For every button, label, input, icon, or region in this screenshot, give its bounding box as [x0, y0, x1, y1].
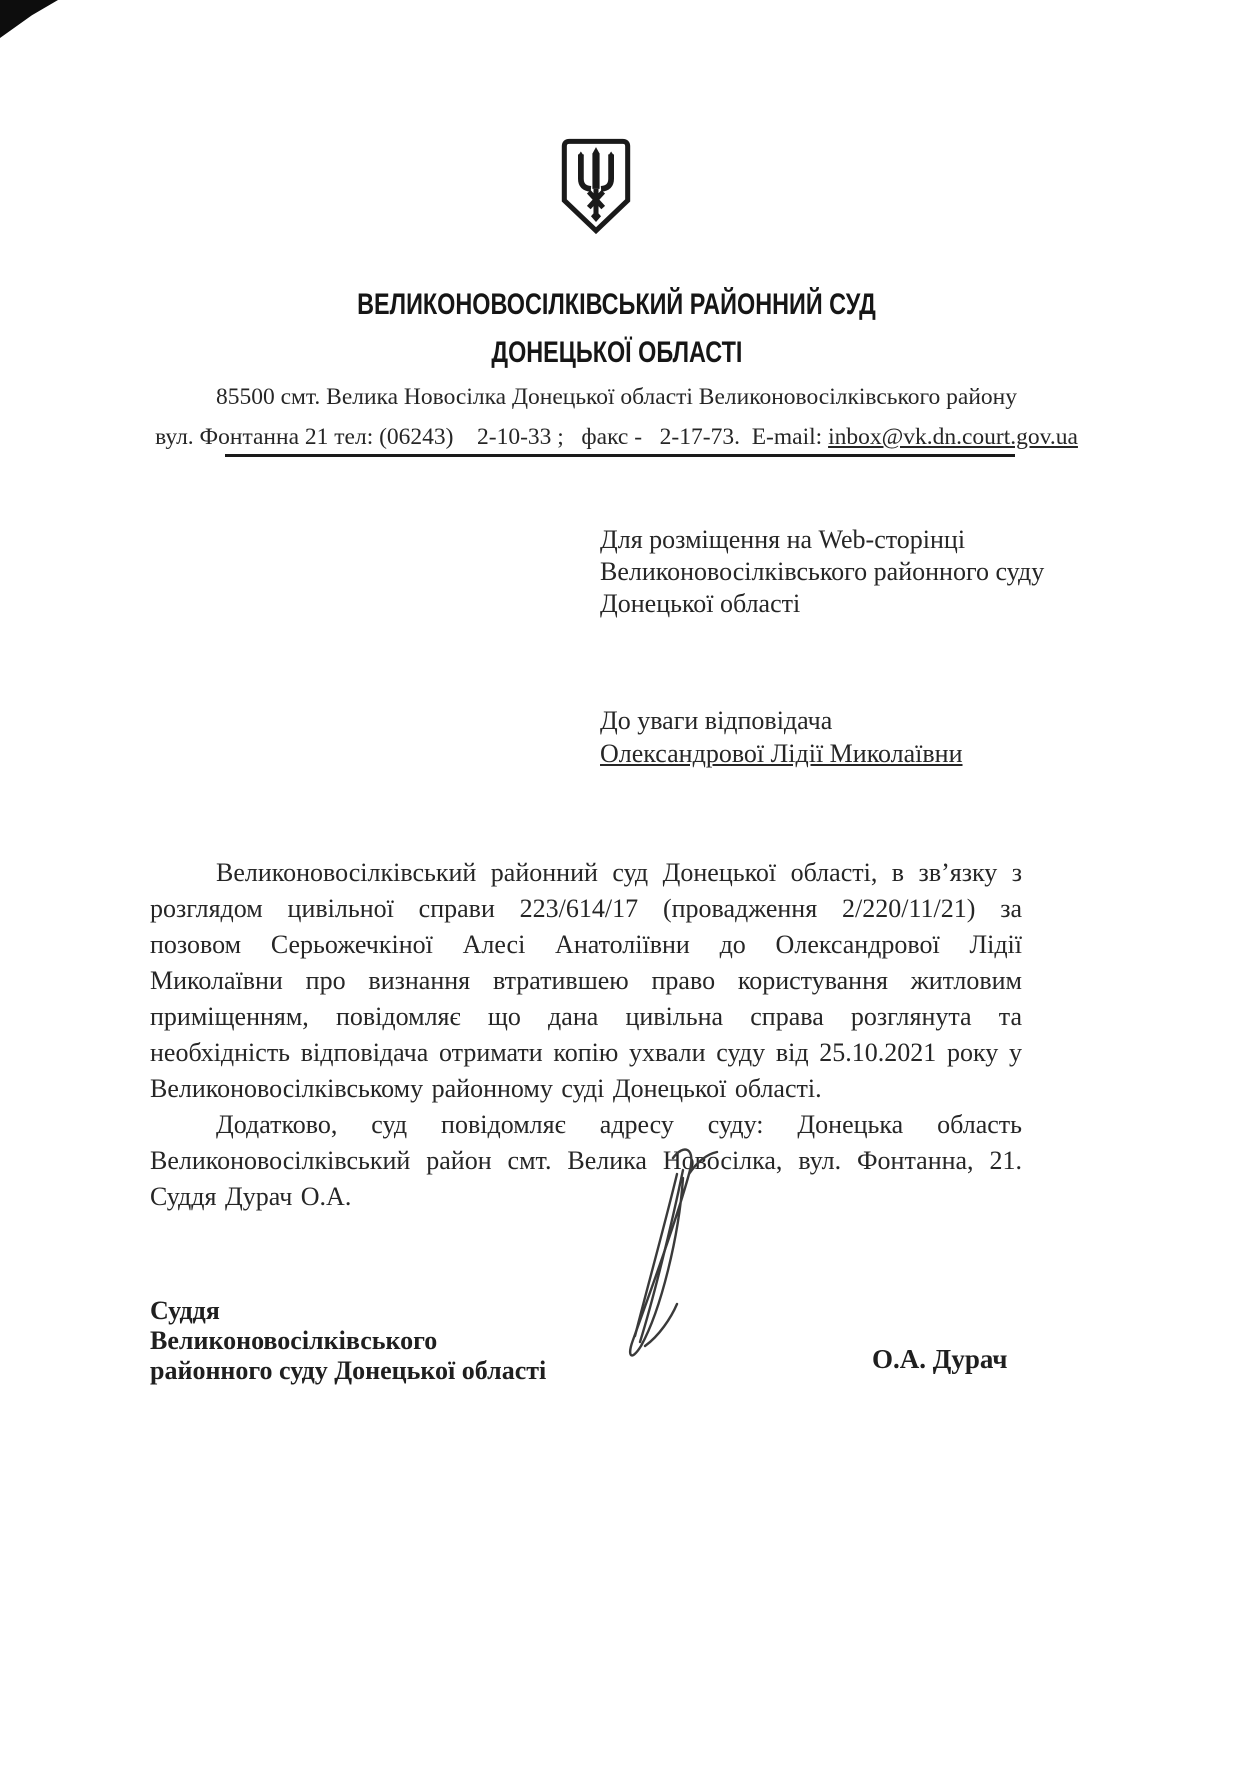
- scan-artifact: [0, 0, 58, 38]
- web-note-line: Великоновосілківського районного суду: [600, 557, 1045, 586]
- header-divider: [225, 454, 1015, 457]
- respondent-name: Олександрової Лідії Миколаївни: [600, 739, 963, 768]
- email-link: inbox@vk.dn.court.gov.ua: [828, 424, 1078, 450]
- signature-title-line: Суддя: [150, 1296, 220, 1325]
- paragraph-main: Великоновосілківський районний суд Донецької області, в зв’язку з розглядом цивільної справи 223/614/17 (провадження 2/220/11/21) за позовом Серьожечкіної Алесі Анатоліївни до Олександрової Лідії Миколаївни про визнання втратившею право користування житловим приміщенням, повідомляє що дана цивільна справа розглянута та необхідність відповідача отримати копію ухвали суду від 25.10.2021 року у Великоновосілківському районному суді Донецької області.: [150, 858, 1022, 1103]
- ukraine-trident-icon: [560, 116, 632, 256]
- signature-title-block: [150, 1296, 590, 1386]
- signature-title-line: районного суду Донецької області: [150, 1356, 547, 1385]
- signature-title-line: Великоновосілківського: [150, 1326, 438, 1355]
- web-posting-note: [600, 524, 1070, 620]
- web-note-line: Для розміщення на Web-сторінці: [600, 525, 966, 554]
- attention-block: [600, 704, 1070, 770]
- court-name-line1: ВЕЛИКОНОВОСІЛКІВСЬКИЙ РАЙОННИЙ СУД: [357, 288, 876, 321]
- contacts-text: вул. Фонтанна 21 тел: (06243) 2-10-33 ; факс - 2-17-73. E-mail:: [155, 424, 829, 450]
- handwritten-signature: [585, 1140, 805, 1400]
- court-address: 85500 смт. Велика Новосілка Донецької області Великоновосілківського району: [215, 384, 1018, 410]
- attention-label: До уваги відповідача: [600, 706, 833, 735]
- web-note-line: Донецької області: [600, 589, 801, 618]
- judge-name: О.А. Дурач: [872, 1344, 1008, 1374]
- paragraph-additional: Додатково, суд повідомляє адресу суду: Донецька область Великоновосілківський район смт. Велика Новосілка, вул. Фонтанна, 21. Суддя Дурач О.А.: [150, 1110, 1022, 1211]
- court-name-line2: ДОНЕЦЬКОЇ ОБЛАСТІ: [490, 336, 743, 369]
- court-contacts: [0, 424, 1233, 451]
